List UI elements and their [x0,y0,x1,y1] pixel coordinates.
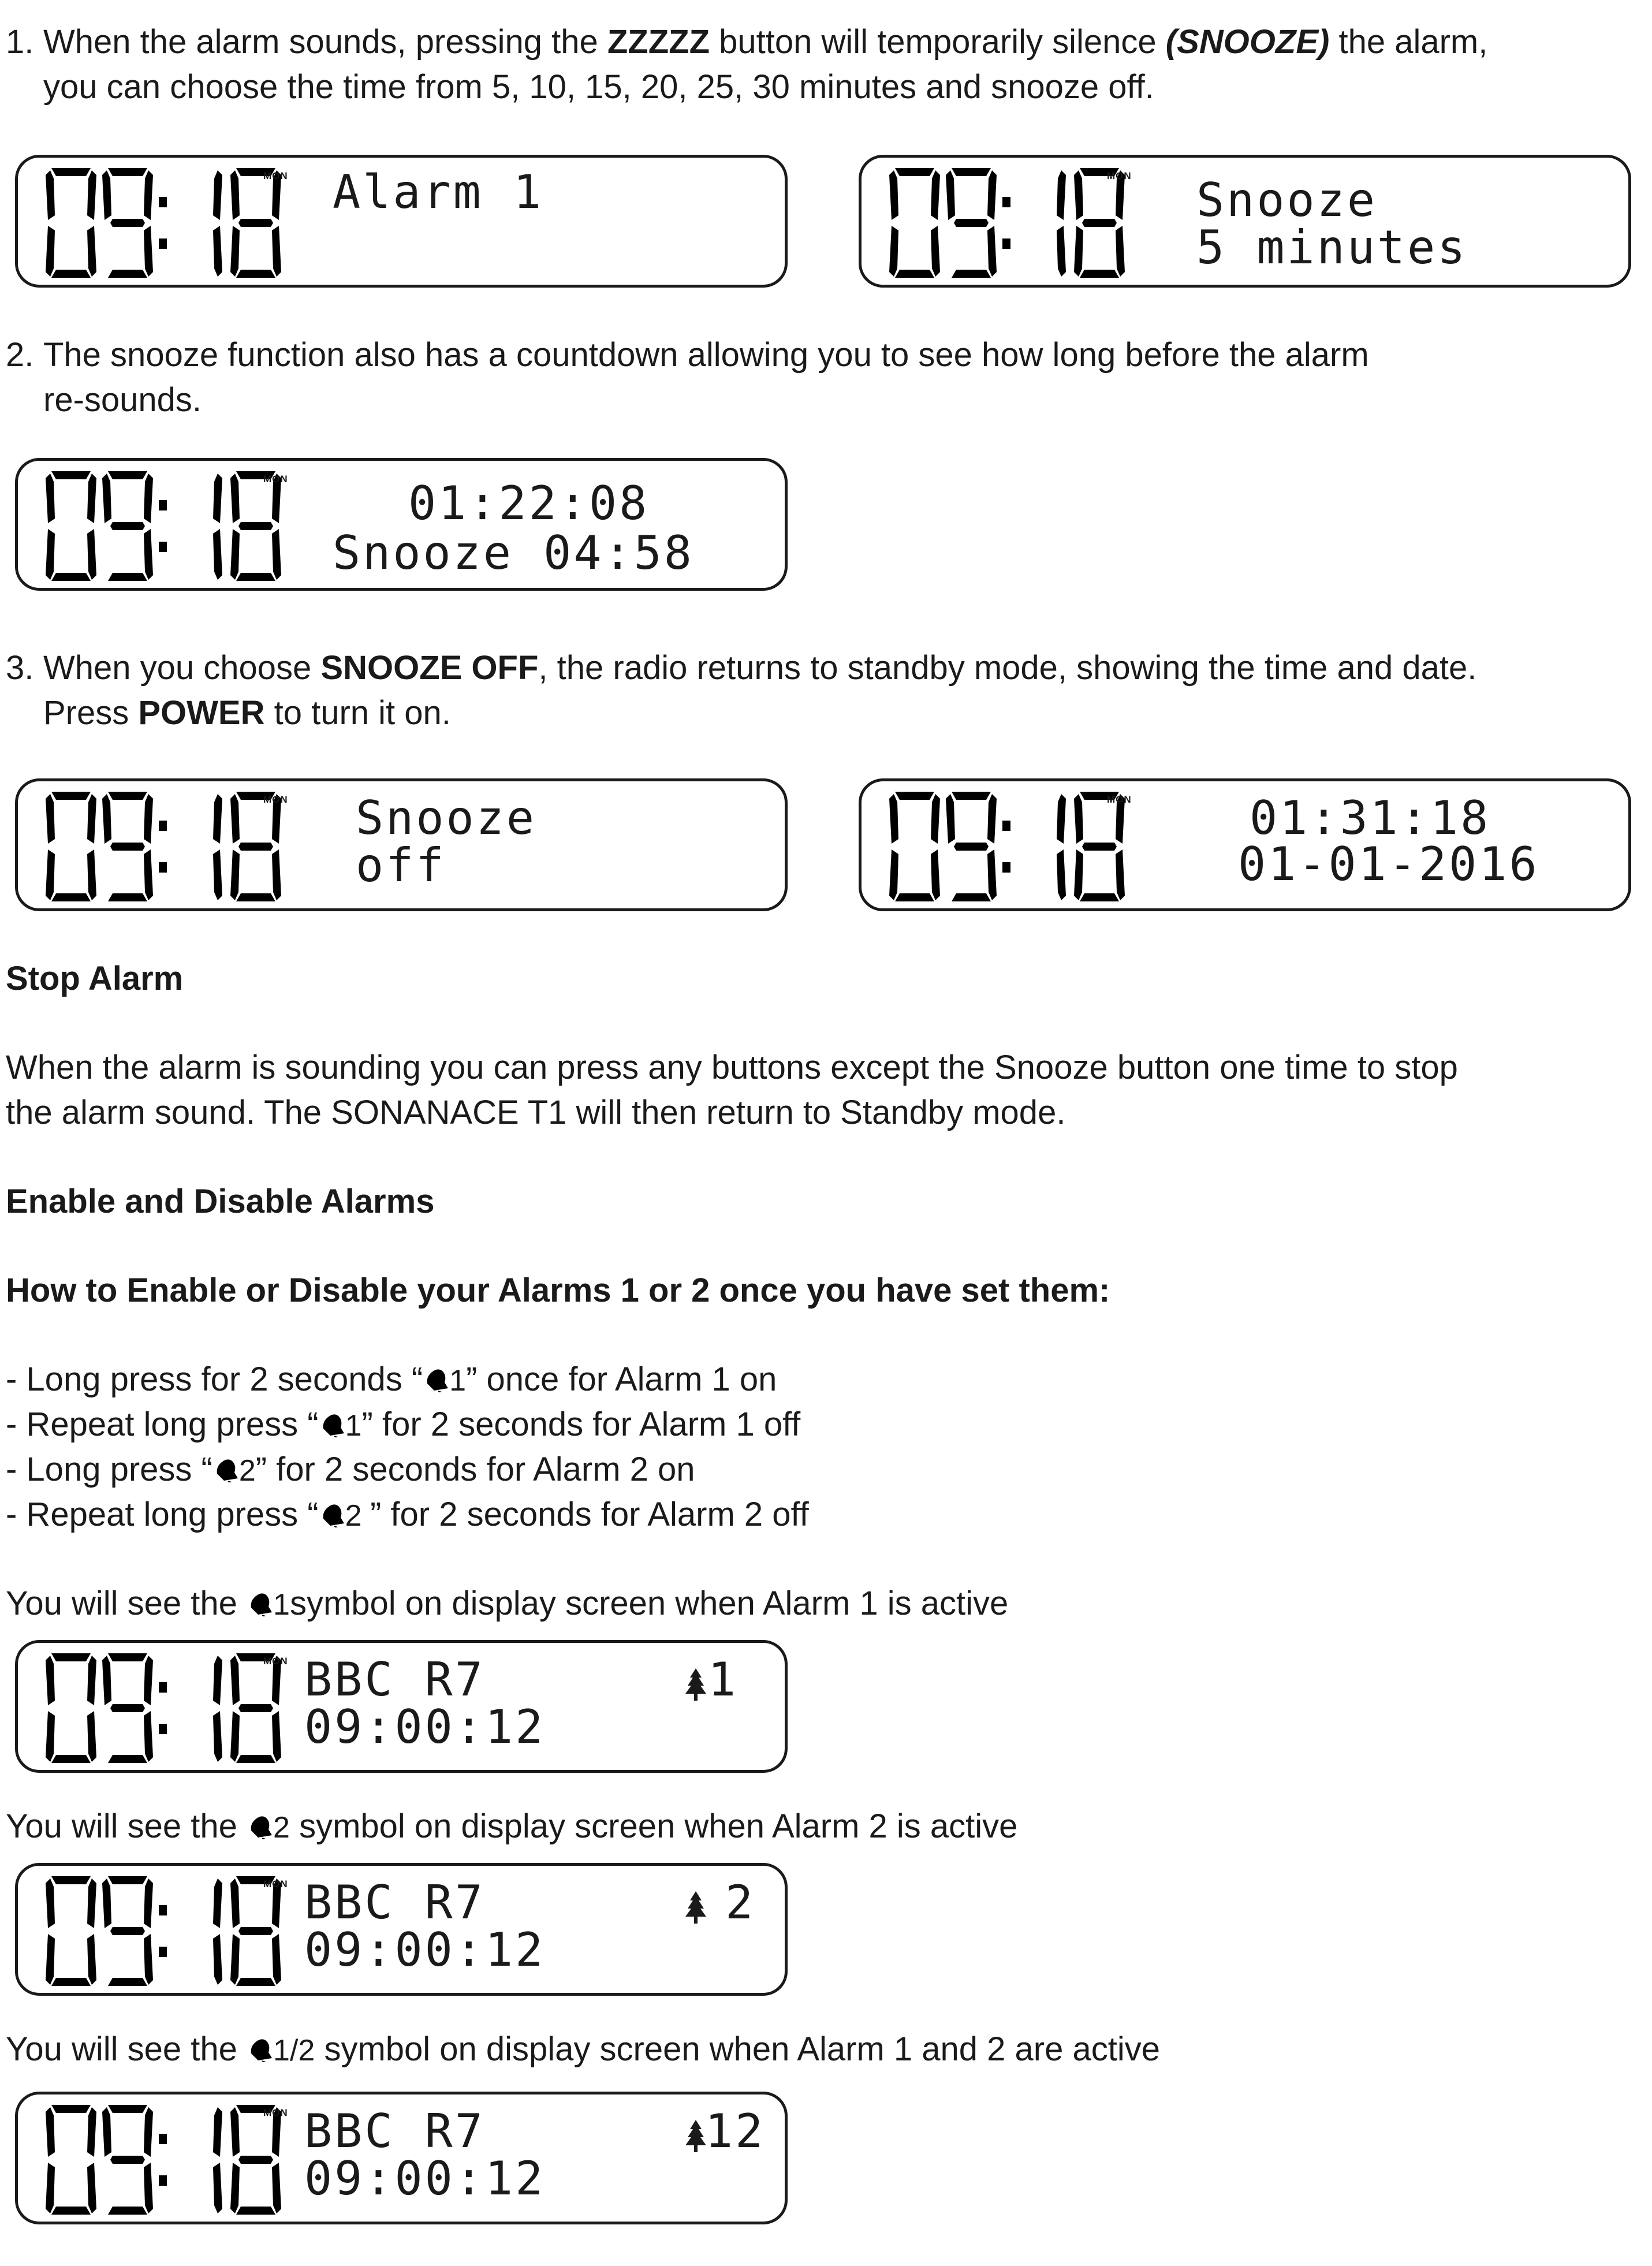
stop-alarm-line-1: When the alarm is sounding you can press any buttons except the Snooze button one time to stop [6,1049,1458,1086]
display-line-1: BBC R7 [304,1653,485,1706]
bell-icon [319,1500,345,1529]
enable-subheading: How to Enable or Disable your Alarms 1 or 2 once you have set them: [6,1272,1110,1309]
lcd-display-alarm-1-2-active [15,2092,788,2224]
clock-digits [889,792,1129,901]
lcd-display-countdown [15,458,788,591]
day-label: MON [263,1656,288,1667]
bullet-2: - Repeat long press “ 1” for 2 seconds for Alarm 1 off [6,1406,801,1443]
day-label: MON [263,1879,288,1889]
day-label: MON [263,474,288,484]
alarm-indicator: 12 [705,2104,766,2158]
day-label: MON [263,2107,288,2118]
clock-digits [46,1876,285,1986]
bell-icon [212,1455,239,1484]
bell-icon [247,1812,273,1841]
day-label: MON [263,170,288,181]
display-line-1: 01:22:08 [408,476,650,530]
lcd-display-alarm-1-active [15,1640,788,1773]
note-alarm-1-2: You will see the 1/2 symbol on display screen when Alarm 1 and 2 are active [6,2030,1160,2068]
alarm-tree-icon [682,1890,710,1926]
day-label: MON [263,794,288,805]
note-alarm-1: You will see the 1symbol on display screen when Alarm 1 is active [6,1585,1009,1622]
display-line-1: Alarm 1 [333,165,544,219]
alarm-tree-icon [682,1667,710,1703]
display-line-1: BBC R7 [304,1876,485,1929]
item-2-number: 2. [6,336,34,374]
lcd-display-alarm-2-active [15,1863,788,1996]
clock-digits [46,168,285,278]
bullet-3: - Long press “ 2” for 2 seconds for Alarm 2 on [6,1451,695,1488]
display-line-2: off [356,838,446,892]
clock-digits [46,792,285,901]
stop-alarm-line-2: the alarm sound. The SONANACE T1 will then return to Standby mode. [6,1094,1066,1131]
display-line-1: Snooze [356,791,536,845]
display-line-1: BBC R7 [304,2104,485,2158]
lcd-display-standby [859,778,1631,911]
clock-digits [46,2105,285,2215]
item-1-line-1: 1. When the alarm sounds, pressing the ZZZZZ button will temporarily silence (SNOOZE) the alarm, [43,20,1487,65]
note-alarm-2: You will see the 2 symbol on display screen when Alarm 2 is active [6,1807,1018,1845]
item-3-number: 3. [6,649,34,687]
display-line-1: Snooze [1196,173,1377,227]
display-line-2: Snooze 04:58 [333,526,694,580]
display-line-2: 09:00:12 [304,1923,546,1977]
bullet-1: - Long press for 2 seconds “ 1” once for Alarm 1 on [6,1361,777,1398]
alarm-indicator: 2 [725,1876,756,1929]
item-1-number: 1. [6,23,34,61]
bullet-4: - Repeat long press “ 2 ” for 2 seconds for Alarm 2 off [6,1496,809,1533]
lcd-display-snooze-5 [859,155,1631,288]
day-label: MON [1107,170,1132,181]
item-2-line-1: 2. The snooze function also has a countdown allowing you to see how long before the alarm [43,333,1369,378]
item-2-line-2: re-sounds. [43,381,202,419]
enable-heading: Enable and Disable Alarms [6,1183,435,1220]
bell-icon [423,1365,449,1394]
item-1-line-2: you can choose the time from 5, 10, 15, 20, 25, 30 minutes and snooze off. [43,68,1154,106]
stop-alarm-heading: Stop Alarm [6,960,184,997]
display-line-2: 09:00:12 [304,1700,546,1754]
display-line-2: 01-01-2016 [1238,837,1539,891]
day-label: MON [1107,794,1132,805]
clock-digits [46,1653,285,1763]
lcd-display-snooze-off [15,778,788,911]
item-3-line-1: 3. When you choose SNOOZE OFF, the radio returns to standby mode, showing the time and date. [43,646,1476,691]
display-line-2: 5 minutes [1196,221,1468,274]
lcd-display-alarm-1 [15,155,788,288]
alarm-indicator: 1 [708,1653,739,1706]
display-line-1: 01:31:18 [1250,791,1491,845]
bell-icon [247,2035,273,2064]
display-line-2: 09:00:12 [304,2152,546,2205]
clock-digits [889,168,1129,278]
bell-icon [319,1410,345,1439]
clock-digits [46,471,285,581]
item-3-line-2: Press POWER to turn it on. [43,694,451,732]
bell-icon [247,1589,273,1618]
